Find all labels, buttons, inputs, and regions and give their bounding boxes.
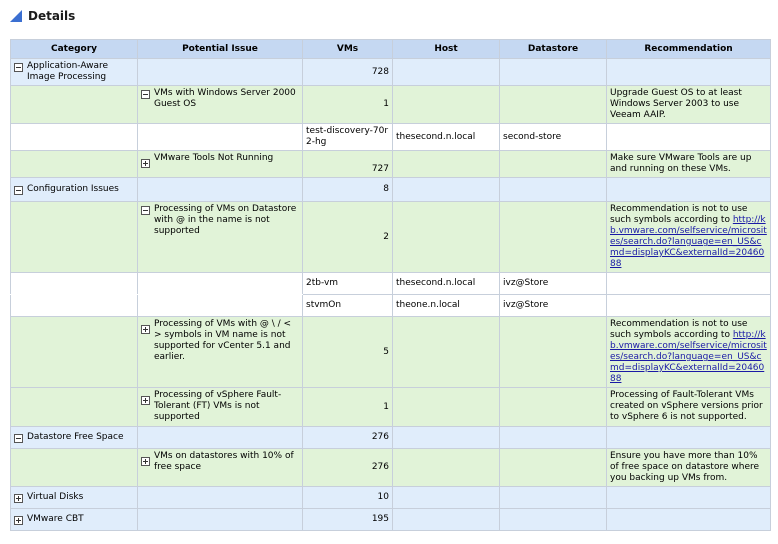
table-row [11, 317, 771, 388]
collapse-icon[interactable] [141, 90, 150, 99]
vms-count: 1 [303, 86, 393, 124]
recommendation-text: Recommendation is not to use such symbols according to [610, 319, 748, 340]
vms-count: 276 [303, 449, 393, 487]
page-title: Details [28, 9, 76, 23]
vms-count: 728 [303, 59, 393, 86]
collapse-triangle-icon[interactable] [10, 10, 22, 22]
col-vms[interactable]: VMs [303, 40, 393, 59]
category-label: Application-Aware Image Processing [27, 61, 109, 82]
recommendation-cell: Ensure you have more than 10% of free space on datastore where you backing up VMs from. [607, 449, 771, 487]
expand-icon[interactable] [141, 325, 150, 334]
col-potential-issue[interactable]: Potential Issue [138, 40, 303, 59]
expand-icon[interactable] [141, 159, 150, 168]
category-cell [11, 59, 138, 86]
expand-icon[interactable] [141, 396, 150, 405]
vms-count: 276 [303, 427, 393, 449]
collapse-icon[interactable] [14, 63, 23, 72]
table-row [11, 427, 771, 449]
table-row [11, 295, 771, 317]
vm-name: 2tb-vm [303, 273, 393, 295]
table-row [11, 124, 771, 151]
datastore-name: second-store [500, 124, 607, 151]
kb-link[interactable]: http://kb.vmware.com/selfservice/microsites/search.do?language=en_US&cmd=displayKC&externalId=2046088 [610, 215, 767, 269]
table-row [11, 59, 771, 86]
expand-icon[interactable] [14, 494, 23, 503]
table-row [11, 388, 771, 427]
issue-cell [138, 151, 303, 178]
vms-count: 5 [303, 317, 393, 388]
recommendation-cell: Processing of Fault-Tolerant VMs created on vSphere versions prior to vSphere 6 is not supported. [607, 388, 771, 427]
col-category[interactable]: Category [11, 40, 138, 59]
table-row [11, 449, 771, 487]
category-cell [11, 487, 138, 509]
issue-cell [138, 86, 303, 124]
recommendation-cell [607, 202, 771, 273]
recommendation-cell: Upgrade Guest OS to at least Windows Server 2003 to use Veeam AAIP. [607, 86, 771, 124]
host-name: thesecond.n.local [393, 124, 500, 151]
table-header-row [11, 40, 771, 59]
vms-count: 195 [303, 509, 393, 531]
vms-count: 2 [303, 202, 393, 273]
issue-cell [138, 202, 303, 273]
issue-cell [138, 388, 303, 427]
col-host[interactable]: Host [393, 40, 500, 59]
table-row [11, 487, 771, 509]
table-row [11, 151, 771, 178]
details-table [10, 39, 771, 531]
category-label: Virtual Disks [27, 492, 84, 502]
table-row [11, 86, 771, 124]
vms-count: 1 [303, 388, 393, 427]
issue-label: Processing of VMs on Datastore with @ in the name is not supported [154, 204, 297, 236]
details-header [10, 6, 75, 26]
category-label: Configuration Issues [27, 184, 119, 194]
host-name: thesecond.n.local [393, 273, 500, 295]
category-cell [11, 509, 138, 531]
recommendation-text: Recommendation is not to use such symbols according to [610, 204, 748, 225]
datastore-name: ivz@Store [500, 295, 607, 317]
expand-icon[interactable] [14, 516, 23, 525]
table-row [11, 273, 771, 295]
vms-count: 10 [303, 487, 393, 509]
category-cell [11, 178, 138, 202]
category-label: Datastore Free Space [27, 432, 124, 442]
issue-label: VMs with Windows Server 2000 Guest OS [154, 88, 296, 109]
vm-name: stvmOn [303, 295, 393, 317]
table-row [11, 178, 771, 202]
collapse-icon[interactable] [141, 206, 150, 215]
issue-label: VMware Tools Not Running [154, 153, 274, 163]
vms-count: 8 [303, 178, 393, 202]
category-label: VMware CBT [27, 514, 84, 524]
category-cell [11, 427, 138, 449]
table-row [11, 202, 771, 273]
vm-name: test-discovery-70r2-hg [303, 124, 393, 151]
vms-count: 727 [303, 151, 393, 178]
col-recommendation[interactable]: Recommendation [607, 40, 771, 59]
host-name: theone.n.local [393, 295, 500, 317]
issue-label: VMs on datastores with 10% of free space [154, 451, 294, 472]
kb-link[interactable]: http://kb.vmware.com/selfservice/microsites/search.do?language=en_US&cmd=displayKC&externalId=2046088 [610, 330, 767, 384]
table-row [11, 509, 771, 531]
datastore-name: ivz@Store [500, 273, 607, 295]
expand-icon[interactable] [141, 457, 150, 466]
issue-label: Processing of vSphere Fault-Tolerant (FT) VMs is not supported [154, 390, 282, 422]
recommendation-cell: Make sure VMware Tools are up and running on these VMs. [607, 151, 771, 178]
collapse-icon[interactable] [14, 434, 23, 443]
collapse-icon[interactable] [14, 186, 23, 195]
issue-cell [138, 317, 303, 388]
recommendation-cell [607, 317, 771, 388]
issue-cell [138, 449, 303, 487]
issue-label: Processing of VMs with @ \ / < > symbols in VM name is not supported for vCenter 5.1 and earlier. [154, 319, 292, 362]
col-datastore[interactable]: Datastore [500, 40, 607, 59]
